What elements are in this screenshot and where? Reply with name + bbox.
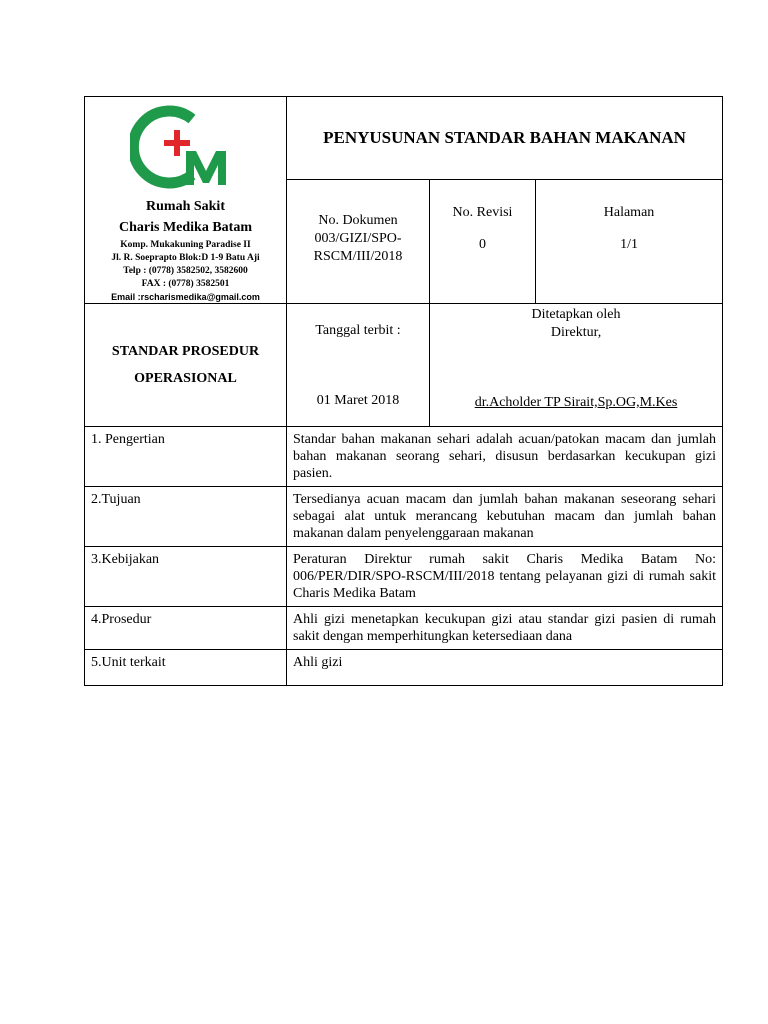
tanggal-cell bbox=[287, 304, 430, 427]
halaman-cell bbox=[536, 180, 723, 304]
address-line2: Jl. R. Soeprapto Blok:D 1-9 Batu Aji bbox=[111, 253, 260, 263]
document-title: PENYUSUNAN STANDAR BAHAN MAKANAN bbox=[287, 97, 723, 180]
tanggal-value: 01 Maret 2018 bbox=[316, 393, 400, 408]
row-content: Peraturan Direktur rumah sakit Charis Medika Batam No: 006/PER/DIR/SPO-RSCM/III/2018 tentang pelayanan gizi di rumah sakit Charis Medika Batam bbox=[287, 547, 723, 607]
sop-line2: OPERASIONAL bbox=[134, 371, 237, 386]
table-row bbox=[85, 547, 723, 607]
content-table bbox=[84, 427, 723, 686]
row-label: 4.Prosedur bbox=[85, 607, 287, 650]
no-dokumen-label: No. Dokumen bbox=[318, 213, 398, 228]
org-name-line1: Rumah Sakit bbox=[146, 199, 225, 214]
sop-line1: STANDAR PROSEDUR bbox=[111, 344, 260, 359]
address-line1: Komp. Mukakuning Paradise II bbox=[120, 240, 251, 250]
ditetapkan-line1: Ditetapkan oleh bbox=[531, 307, 621, 322]
halaman-label: Halaman bbox=[603, 205, 655, 220]
email-line: Email :rscharismedika@gmail.com bbox=[111, 292, 260, 302]
ditetapkan-line2: Direktur, bbox=[550, 325, 602, 340]
row-content: Ahli gizi bbox=[287, 650, 723, 686]
no-revisi-value: 0 bbox=[479, 237, 486, 252]
row-label: 2.Tujuan bbox=[85, 487, 287, 547]
hospital-identity-cell bbox=[85, 97, 287, 304]
no-revisi-label: No. Revisi bbox=[452, 205, 513, 220]
table-row bbox=[85, 487, 723, 547]
approval-cell bbox=[430, 304, 723, 427]
no-revisi-cell bbox=[430, 180, 536, 304]
row-content: Tersedianya acuan macam dan jumlah bahan makanan seseorang sehari sebagai alat untuk merancang kebutuhan macam dan jumlah bahan makanan dalam penyelenggaraan makanan bbox=[287, 487, 723, 547]
sop-document bbox=[84, 96, 722, 686]
fax-line: FAX : (0778) 3582501 bbox=[141, 279, 230, 289]
row-content: Standar bahan makanan sehari adalah acuan/patokan macam dan jumlah bahan makanan seorang sehari, disusun berdasarkan kecukupan gizi pasien. bbox=[287, 427, 723, 487]
table-row bbox=[85, 607, 723, 650]
no-dokumen-value-1: 003/GIZI/SPO- bbox=[314, 231, 402, 246]
signatory-name: dr.Acholder TP Sirait,Sp.OG,M.Kes bbox=[474, 395, 678, 410]
no-dokumen-cell bbox=[287, 180, 430, 304]
halaman-value: 1/1 bbox=[620, 237, 638, 252]
table-row bbox=[85, 427, 723, 487]
org-name-line2: Charis Medika Batam bbox=[119, 220, 252, 235]
tanggal-label: Tanggal terbit : bbox=[315, 323, 401, 338]
row-content: Ahli gizi menetapkan kecukupan gizi atau standar gizi pasien di rumah sakit dengan memperhitungkan ketersediaan dana bbox=[287, 607, 723, 650]
sop-label-cell bbox=[85, 304, 287, 427]
row-label: 3.Kebijakan bbox=[85, 547, 287, 607]
row-label: 5.Unit terkait bbox=[85, 650, 287, 686]
table-row bbox=[85, 650, 723, 686]
phone-line: Telp : (0778) 3582502, 3582600 bbox=[123, 266, 248, 276]
header-table bbox=[84, 96, 723, 427]
row-label: 1. Pengertian bbox=[85, 427, 287, 487]
no-dokumen-value-2: RSCM/III/2018 bbox=[313, 249, 403, 264]
hospital-logo bbox=[130, 105, 242, 189]
